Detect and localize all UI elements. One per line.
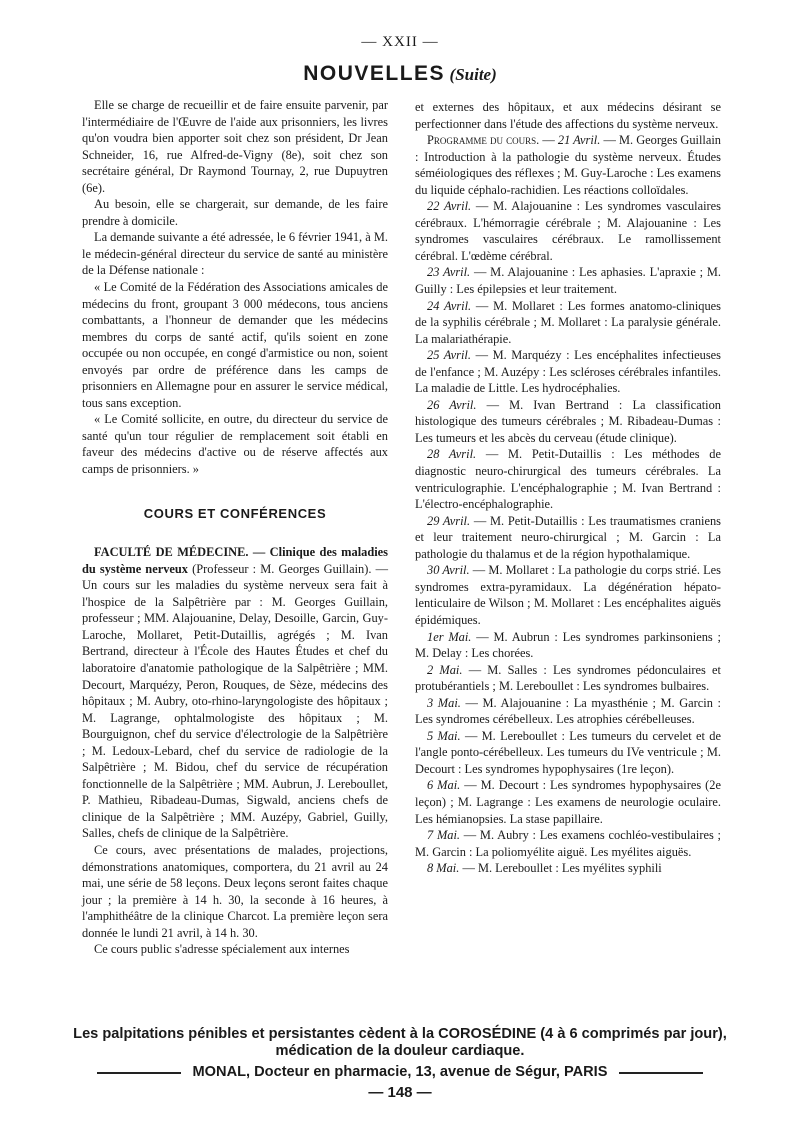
program-entry bbox=[415, 562, 721, 628]
program-entry bbox=[415, 513, 721, 563]
entry-text: — M. Lereboullet : Les myélites syphili bbox=[462, 861, 662, 876]
entry-date: 8 Mai. bbox=[427, 861, 460, 876]
entry-text: — M. Aubry : Les examens cochléo-vestibulaires ; M. Garcin : La poliomyélite aiguë. Les myélites aiguës. bbox=[415, 828, 721, 859]
nouvelles-subtitle: (Suite) bbox=[449, 65, 497, 84]
program-entry bbox=[415, 827, 721, 860]
entry-date: 29 Avril. bbox=[427, 513, 471, 528]
entry-text: — M. Petit-Dutaillis : Les méthodes de diagnostic neuro-chirurgical des tumeurs cérébrales. La ventriculographie. L'encéphalographie ; M. Ivan Bertrand : L'électro-encéphalographie. bbox=[415, 447, 721, 512]
paragraph: « Le Comité sollicite, en outre, du directeur du service de santé qu'un tour régulier de remplacement soit établi en faveur des médecins d'active ou de réserve affectés aux camps de prisonniers. » bbox=[82, 412, 388, 477]
paragraph: « Le Comité de la Fédération des Associations amicales de médecins du front, groupant 3 000 médecons, tous anciens combattants, a l'honneur de demander que les médecins membres du corps de santé actif, qu'ils soient en zone occupée ou non occupée, en congé d'armistice ou non, soient envoyés par ordre de préférence dans les camps de prisonniers en Allemagne pour en assurer le service médical, tous sans exception. bbox=[82, 280, 388, 410]
program-entry bbox=[415, 695, 721, 728]
entry-text: — M. Georges Guillain : Introduction à la pathologie du système nerveux. Études séméiologiques des réflexes ; M. Guy-Laroche : Les examens du liquide céphalo-rachidien. Les réactions colloïdales. bbox=[415, 133, 722, 197]
entry-text: — M. Alajouanine : Les aphasies. L'apraxie ; M. Guilly : Les épilepsies et leur traitement. bbox=[415, 265, 722, 297]
entry-text: — M. Mollaret : Les formes anatomo-cliniques de la syphilis cérébrale ; M. Mollaret : La paralysie générale. La malariathérapie. bbox=[415, 298, 721, 346]
paragraph: et externes des hôpitaux, et aux médecins désirant se perfectionner dans l'étude des affections du système nerveux. bbox=[415, 100, 721, 131]
entry-text: — M. Decourt : Les syndromes hypophysaires (2e leçon) ; M. Lagrange : Les examens de neurologie oculaire. Les hémianopsies. La stase papillaire. bbox=[415, 778, 721, 826]
entry-date: 1er Mai. bbox=[427, 629, 472, 644]
entry-text: — M. Alajouanine : La myasthénie ; M. Garcin : Les syndromes cérébelleux. Les atrophies cérébelleuses. bbox=[415, 695, 721, 727]
paragraph bbox=[82, 544, 388, 842]
ad-line: médication de la douleur cardiaque. bbox=[275, 1043, 525, 1059]
nouvelles-title: NOUVELLES bbox=[303, 62, 446, 85]
entry-text: — M. Lereboullet : Les tumeurs du cervelet et de l'angle ponto-cérébelleux. Les tumeurs du IVe ventricule ; M. Decourt : Les syndromes hypophysaires (1re leçon). bbox=[415, 728, 721, 776]
entry-text: — M. Alajouanine : Les syndromes vasculaires cérébraux. L'hémorragie cérébrale ; M. Alajouanine : Les syndromes vasculaires cérébraux. Le ramollissement cérébral. L'œdème cérébral. bbox=[415, 199, 722, 263]
program-entry bbox=[415, 198, 721, 264]
program-entry bbox=[415, 446, 721, 512]
entry-date: 23 Avril. bbox=[427, 265, 471, 280]
program-entry bbox=[415, 860, 721, 877]
paragraph: Elle se charge de recueillir et de faire ensuite parvenir, par l'intermédiaire de l'Œuvre de l'aide aux prisonniers, les livres qu'on voudra bien apporter soit chez son président, Dr Jean Schneider, 16, rue Alfred-de-Vigny (8e), soit chez son secrétaire général, Dr Raymond Tournay, 2, rue Dupuytren (6e). bbox=[82, 98, 388, 195]
clinique-label: — Clinique des maladies du système nerveux bbox=[82, 545, 388, 576]
entry-date: 25 Avril. bbox=[427, 348, 471, 363]
divider bbox=[97, 1072, 181, 1074]
entry-date: 7 Mai. bbox=[427, 828, 461, 843]
section-title bbox=[0, 62, 800, 86]
program-entry bbox=[415, 662, 721, 695]
faculte-label: FACULTÉ DE MÉDECINE. bbox=[94, 545, 249, 560]
right-column bbox=[415, 99, 721, 877]
paragraph: Ce cours public s'adresse spécialement aux internes bbox=[94, 942, 350, 957]
entry-date: 28 Avril. bbox=[427, 447, 477, 462]
entry-text: — M. Marquézy : Les encéphalites infectieuses de l'enfance ; M. Auzépy : Les scléroses cérébrales infantiles. La maladie de Little. Les hydrocéphalies. bbox=[415, 348, 721, 396]
cours-heading: COURS ET CONFÉRENCES bbox=[143, 505, 327, 521]
paragraph: Au besoin, elle se chargerait, sur demande, de les faire prendre à domicile. bbox=[82, 197, 388, 228]
entry-date: 22 Avril. bbox=[427, 199, 472, 214]
paragraph: La demande suivante a été adressée, le 6 février 1941, à M. le médecin-général directeur du service de santé au ministère de la Défense nationale : bbox=[82, 230, 388, 278]
program-label: Programme du cours. bbox=[427, 133, 540, 148]
advertisement bbox=[0, 1026, 800, 1081]
program-entry bbox=[415, 629, 721, 662]
entry-date: 24 Avril. bbox=[427, 298, 472, 313]
program-entry bbox=[415, 397, 721, 447]
entry-text: — M. Aubrun : Les syndromes parkinsoniens ; M. Delay : Les chorées. bbox=[415, 629, 721, 661]
left-column bbox=[82, 97, 388, 958]
page-footer-number: — 148 — bbox=[368, 1084, 432, 1101]
entry-text: — M. Salles : Les syndromes pédonculaires et protubérantiels ; M. Lereboullet : Les syndromes bulbaires. bbox=[415, 662, 721, 694]
program-entry bbox=[415, 728, 721, 778]
page-header-number: — XXII — bbox=[361, 34, 439, 50]
entry-text: — M. Ivan Bertrand : La classification histologique des tumeurs cérébrales ; M. Ribadeau-Dumas : Les tumeurs et les abcès du cerveau (étude clinique). bbox=[415, 397, 721, 445]
program-entry bbox=[415, 777, 721, 827]
divider bbox=[619, 1072, 703, 1074]
program-entry bbox=[415, 347, 721, 397]
entry-date: 2 Mai. bbox=[427, 662, 463, 677]
ad-line: MONAL, Docteur en pharmacie, 13, avenue de Ségur, PARIS bbox=[192, 1064, 608, 1080]
program-entry: Programme du cours. — 21 Avril. — M. Georges Guillain : Introduction à la pathologie du système nerveux. Études séméiologiques des réflexes ; M. Guy-Laroche : Les examens du liquide céphalo-rachidien. Les réactions colloïdales. bbox=[415, 133, 722, 197]
entry-date: 3 Mai. bbox=[427, 695, 461, 710]
program-entry bbox=[415, 264, 721, 297]
program-entry bbox=[415, 298, 721, 348]
ad-address-row bbox=[0, 1064, 800, 1081]
paragraph-text: (Professeur : M. Georges Guillain). — Un cours sur les maladies du système nerveux sera fait à l'hospice de la Salpêtrière par : M. Georges Guillain, professeur ; MM. Alajouanine, Delay, Desoille, Garcin, Guy-Laroche, Mollaret, Petit-Dutaillis, agrégés ; M. Ivan Bertrand, directeur à l'École des Hautes Études et chef du laboratoire d'anatomie pathologique de la Salpêtrière ; MM. Decourt, Marquézy, Peron, Rouques, de Sèze, médecins des hôpitaux ; M. Aubry, oto-rhino-laryngologiste des hôpitaux ; M. Lagrange, ophtalmologiste des hôpitaux ; M. Bourguignon, chef du service d'électrologie de la Salpêtrière ; M. Ledoux-Lebard, chef du service de radiologie de la Salpêtrière ; M. Bidou, chef du service de récupération fonctionnelle de la Salpêtrière ; MM. Aubrun, J. Lereboullet, P. Mathieu, Ribadeau-Dumas, Sigwald, anciens chefs de clinique de la Salpêtrière ; MM. Auzépy, Gabriel, Guilly, Salles, chefs de clinique de la Salpêtrière. bbox=[82, 561, 388, 841]
entry-date: 5 Mai. bbox=[427, 728, 461, 743]
entry-date: 30 Avril. bbox=[427, 563, 470, 578]
entry-date: 21 Avril. bbox=[557, 133, 601, 148]
ad-line: Les palpitations pénibles et persistantes cèdent à la COROSÉDINE (4 à 6 comprimés par jour), bbox=[73, 1026, 727, 1042]
entry-date: 6 Mai. bbox=[427, 778, 461, 793]
entry-date: 26 Avril. bbox=[427, 397, 477, 412]
paragraph: Ce cours, avec présentations de malades, projections, démonstrations anatomiques, comportera, du 21 avril au 24 mai, une série de 58 leçons. Deux leçons seront faites chaque jour ; la première à 14 h. 30, la seconde à 16 heures, à l'amphithéâtre de la clinique Charcot. La première leçon sera donnée le lundi 21 avril, à 14 h. 30. bbox=[82, 842, 388, 940]
entry-text: — M. Mollaret : La pathologie du corps strié. Les syndromes extra-pyramidaux. La dégénération hépato-lenticulaire de Wilson ; M. Mollaret : Les encéphalites aiguës épidémiques. bbox=[415, 563, 721, 627]
entry-text: — M. Petit-Dutaillis : Les traumatismes craniens et leur traitement neuro-chirurgical ; M. Garcin : La pathologie du thalamus et de la région hypothalamique. bbox=[415, 513, 722, 561]
